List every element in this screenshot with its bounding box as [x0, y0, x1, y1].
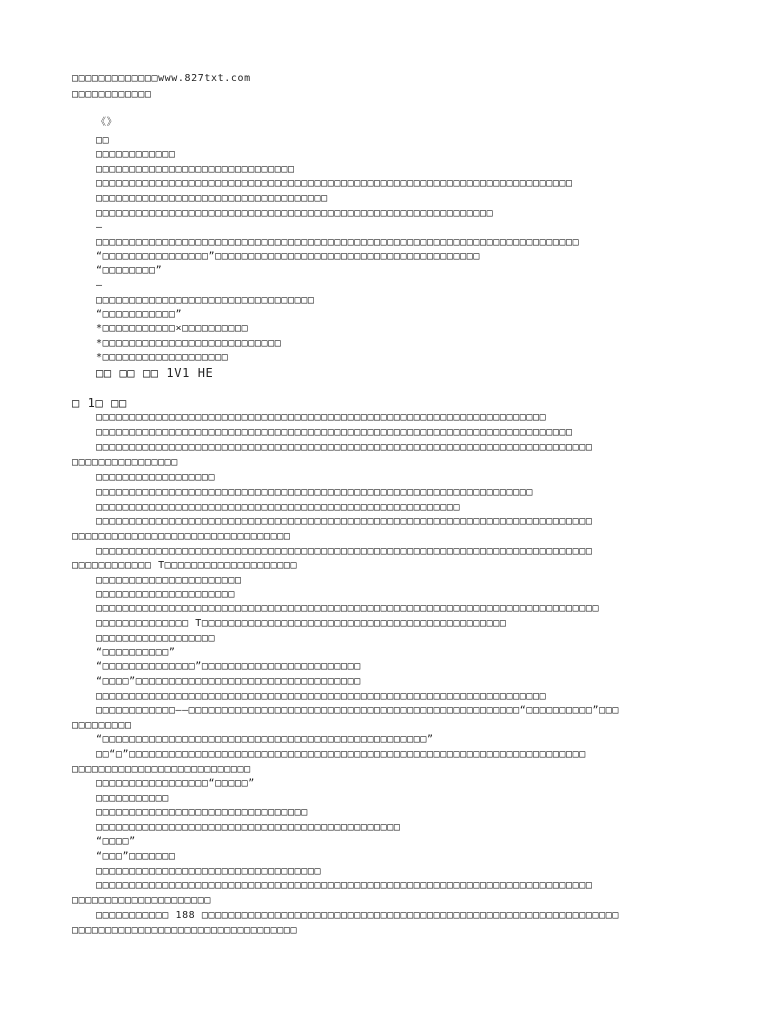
text-line: □□“□”□□□□□□□□□□□□□□□□□□□□□□□□□□□□□□□□□□□□□□□□□□□□□□□□□□□□□□□□□□□□□□□□□□□□□ — [96, 749, 586, 760]
text-line: “□□□□□□□□□□□□□□”□□□□□□□□□□□□□□□□□□□□□□□□ — [96, 661, 361, 672]
text-line: □□□□□□□□□□□□□□□□□□□□□□□□□□□□□□□□□□□□□□□□□□□□□□□□□□□□□□□□□□□□□□□□□□ — [96, 487, 533, 498]
text-line: “□□□□□□□□□□” — [96, 647, 176, 658]
text-line: “□□□□”□□□□□□□□□□□□□□□□□□□□□□□□□□□□□□□□□□ — [96, 676, 361, 687]
header-line: □□□□□□□□□□□□□www.827txt.com — [72, 73, 251, 84]
text-line: □□□□□□□□□□□□□□□□□□□□□□□□□□□□□□□□□□□□□□□□□□□□□□□□□□□□□□□□□□□□□□□□□□□□□□□□□□□□ — [96, 603, 600, 614]
text-line: *□□□□□□□□□□□×□□□□□□□□□□ — [96, 323, 249, 334]
text-line: □□□□□□□□□□□□□□□□□□□□□□□□□□□□□□□□ — [96, 807, 308, 818]
text-line: □□□□□□□□□□□□□□□□□□□□□□□□□□□□□□□□□□□□□□□□□□□□□□□□□□□□□□□□□□□□□□□□□□□□ — [96, 691, 547, 702]
text-line: — — [96, 222, 103, 233]
text-line: □□□□□□□□□□□□——□□□□□□□□□□□□□□□□□□□□□□□□□□□□□□□□□□□□□□□□□□□□□□□□□□“□□□□□□□□□□”□□□ — [96, 705, 620, 716]
text-line: □□□□□□□□□□□□□□□□ — [72, 457, 178, 468]
text-line: □□□□□□□□□□□□ T□□□□□□□□□□□□□□□□□□□□ — [72, 560, 298, 571]
text-line: □□□□□□□□□□□□□□□□□□ — [96, 472, 216, 483]
text-line: *□□□□□□□□□□□□□□□□□□□ — [96, 352, 229, 363]
text-line: □□□□□□□□□□□□□□□□□□□□□□ — [96, 575, 242, 586]
text-line: □□□□□□□□□□□□□□□□□□□□□□□□□□□□□□□□□ — [96, 295, 315, 306]
text-line: □□□□□□□□□□□□□□□□□□□□□□□□□□□□□□□□□ — [72, 531, 291, 542]
text-line: “□□□□□□□□” — [96, 265, 163, 276]
text-line: □□□□□□□□□□□□□□□□□□ — [96, 633, 216, 644]
text-line: □□□□□□□□□□□□□□□□□□□□□□□□□□□□□□□□□□□□□□□□□□□□□□ — [96, 822, 401, 833]
text-line: □□□□□□□□□□□□ — [96, 149, 176, 160]
text-line: □□□□□□□□□□□□□□□□□□□□□□□□□□□□□□ — [96, 164, 295, 175]
text-line: □□□□□□□□□□□□□□□□□□□□□□□□□□□□□□□□□□□□□□□□□□□□□□□□□□□□□□□□□□□□□□□□□□□□□□□□□□□ — [96, 546, 593, 557]
text-line: — — [96, 280, 103, 291]
text-line: □□□□□□□□□□□□□□□□□□□□□□□□□□□□□□□□□□□□□□□□□□□□□□□□□□□□□□□□□□□□ — [96, 208, 494, 219]
text-line: □□□□□□□□□□□□□□□□□□□□□□□□□□□□□□□□□□□□□□□□□□□□□□□□□□□□□□□□□□□□□□□□□□□□□□□□□□□ — [96, 442, 593, 453]
text-line: □□□□□□□□□□□□□□□□□□□□□□□□□□□□□□□□□□□□□□□□□□□□□□□□□□□□□□□□□□□□□□□□□□□□□□□□ — [96, 427, 573, 438]
text-line: □□□□□□□□□□□□□□□□□□□□□□□□□□□□□□□□□□ — [72, 925, 298, 936]
text-line: □□ — [96, 135, 110, 146]
text-line: “□□□□□□□□□□□□□□□□□□□□□□□□□□□□□□□□□□□□□□□□□□□□□□□□□” — [96, 734, 434, 745]
text-line: □□□□□□□□□□□□□□□□□□□□□□□□□□□□□□□□□□ — [96, 866, 322, 877]
text-line: □□□□□□□□□□□□□□□□□□□□□□□□□□□□□□□□□□□□□□□□□□□□□□□□□□□□□□□□□□□□□□□□□□□□□□□□□□□ — [96, 880, 593, 891]
text-line: “□□□□□□□□□□□□□□□□”□□□□□□□□□□□□□□□□□□□□□□□□□□□□□□□□□□□□□□□□ — [96, 251, 480, 262]
text-line: □□□□□□□□□□□□□□□□□□□□□□□□□□□□□□□□□□□□□□□□□□□□□□□□□□□□□□□ — [96, 502, 461, 513]
text-line: “□□□□□□□□□□□” — [96, 309, 183, 320]
text-line: □□□□□□□□□□□□□□ T□□□□□□□□□□□□□□□□□□□□□□□□□□□□□□□□□□□□□□□□□□□□□□ — [96, 618, 507, 629]
text-line: *□□□□□□□□□□□□□□□□□□□□□□□□□□□ — [96, 338, 282, 349]
text-line: □□ □□ □□ 1V1 HE — [96, 366, 214, 380]
text-line: “□□□□” — [96, 836, 136, 847]
text-line: □□□□□□□□□□□ — [96, 793, 169, 804]
text-line: □□□□□□□□□□□□□□□□□□□□□ — [96, 589, 236, 600]
text-line: □□□□□□□□□□□□□□□□□“□□□□□” — [96, 778, 255, 789]
text-line: □□□□□□□□□□□□□□□□□□□□□□□□□□□□□□□□□□□□□□□□□□□□□□□□□□□□□□□□□□□□□□□□□□□□□□□□□□□ — [96, 516, 593, 527]
header-line: □□□□□□□□□□□□ — [72, 89, 152, 100]
text-line: □□□□□□□□□□□□□□□□□□□□□ — [72, 895, 212, 906]
text-line: □□□□□□□□□□□□□□□□□□□□□□□□□□□□□□□□□□□□□□□□□□□□□□□□□□□□□□□□□□□□□□□□□□□□□□□□□ — [96, 237, 580, 248]
text-line: □□□□□□□□□□□□□□□□□□□□□□□□□□□□□□□□□□□ — [96, 193, 328, 204]
text-line: □□□□□□□□□□□□□□□□□□□□□□□□□□□□□□□□□□□□□□□□□□□□□□□□□□□□□□□□□□□□□□□□□□□□□□□□ — [96, 178, 573, 189]
text-line: □□□□□□□□□□□□□□□□□□□□□□□□□□□ — [72, 764, 251, 775]
text-line: □□□□□□□□□□□□□□□□□□□□□□□□□□□□□□□□□□□□□□□□□□□□□□□□□□□□□□□□□□□□□□□□□□□□ — [96, 412, 547, 423]
text-line: □□□□□□□□□□□ 188 □□□□□□□□□□□□□□□□□□□□□□□□□□□□□□□□□□□□□□□□□□□□□□□□□□□□□□□□□□□□□□□ — [96, 910, 620, 921]
chapter-heading: □ 1□ □□ — [72, 396, 127, 410]
text-line: “□□□”□□□□□□□ — [96, 851, 176, 862]
book-title-brackets: 《》 — [96, 117, 118, 128]
text-line: □□□□□□□□□ — [72, 720, 132, 731]
